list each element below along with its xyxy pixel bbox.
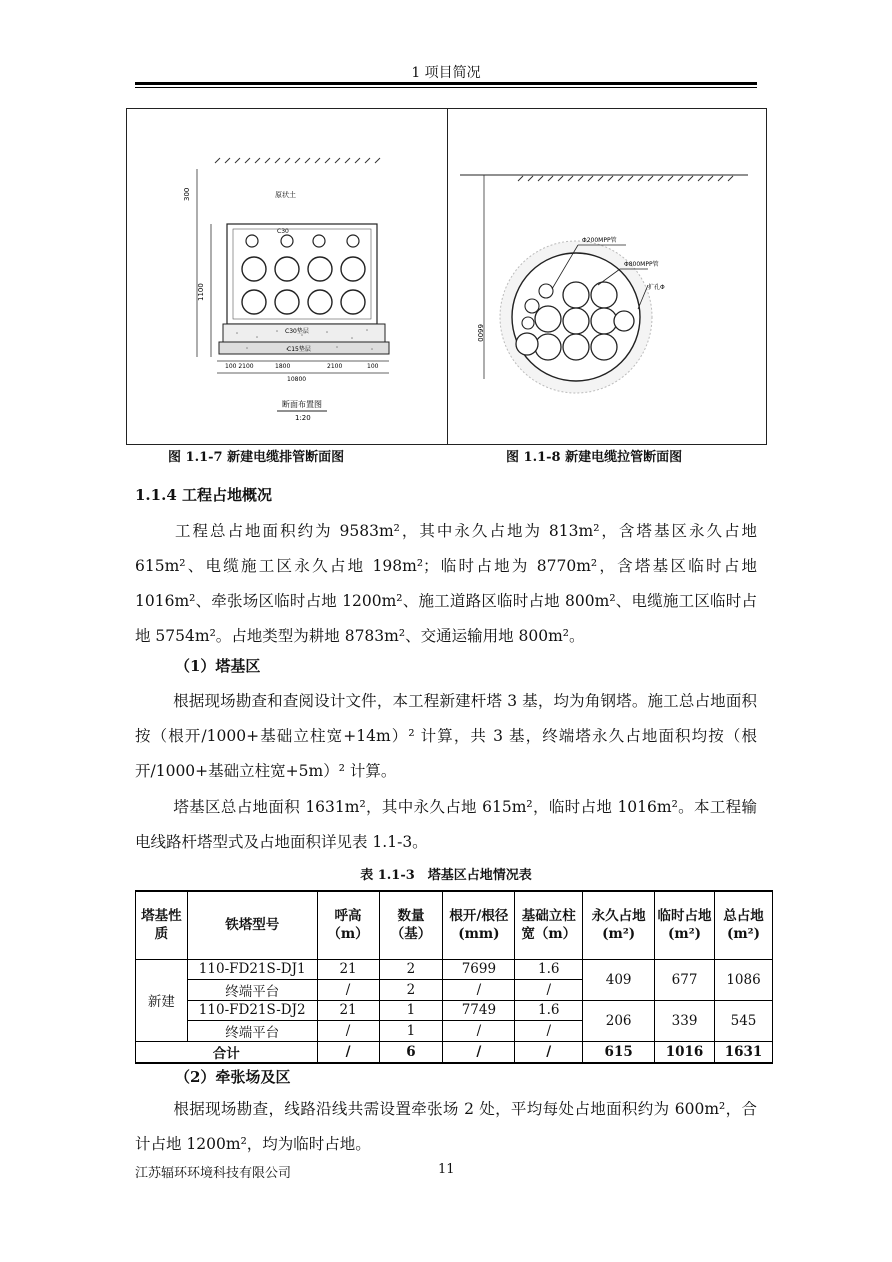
svg-text:C30: C30 bbox=[277, 228, 289, 235]
page-header bbox=[135, 58, 757, 88]
th-count: 数量（基） bbox=[379, 891, 443, 959]
label-bore: 扩孔Φ bbox=[648, 284, 665, 291]
total-width-label: 10800 bbox=[287, 376, 307, 383]
th-root: 根开/根径(mm) bbox=[443, 891, 515, 959]
svg-text:2100: 2100 bbox=[327, 363, 343, 370]
table-row: 新建 110-FD21S-DJ1 21 2 7699 1.6 409 677 1086 bbox=[136, 959, 773, 979]
table-sum-row: 合计 / 6 / / 615 1016 1631 bbox=[136, 1041, 773, 1063]
th-column: 基础立柱宽（m） bbox=[515, 891, 583, 959]
th-height: 呼高（m） bbox=[317, 891, 379, 959]
table-row: 110-FD21S-DJ2 21 1 7749 1.6 206 339 545 bbox=[136, 1000, 773, 1020]
paragraph-3: 塔基区总占地面积 1631m²，其中永久占地 615m²，临时占地 1016m²。本工程输电线路杆塔型式及占地面积详见表 1.1-3。 bbox=[135, 798, 757, 851]
th-perm: 永久占地(m²) bbox=[583, 891, 655, 959]
ground-hatch-right bbox=[518, 176, 733, 181]
tower-area-table bbox=[135, 890, 773, 1064]
paragraph-1: 工程总占地面积约为 9583m²，其中永久占地为 813m²，含塔基区永久占地 615m²、电缆施工区永久占地 198m²；临时占地为 8770m²，含塔基区临时占地 1016m²、牵张场区临时占地 1200m²、施工道路区临时占地 800m²、电缆施工区临时占地 5754m²。占地类型为耕地 8783m²、交通运输用地 800m²。 bbox=[135, 522, 757, 645]
figure-box bbox=[126, 108, 767, 445]
svg-text:C15垫层: C15垫层 bbox=[287, 346, 311, 353]
svg-text:300: 300 bbox=[183, 187, 191, 201]
section-heading: 1.1.4 工程占地概况 bbox=[135, 486, 272, 504]
figure-caption-right: 图 1.1-8 新建电缆拉管断面图 bbox=[506, 450, 683, 465]
table-header-row bbox=[136, 891, 773, 959]
th-model: 铁塔型号 bbox=[187, 891, 317, 959]
th-total: 总占地(m²) bbox=[715, 891, 773, 959]
sub-title: 断面布置图 bbox=[282, 400, 322, 409]
scale-label: 1:20 bbox=[295, 414, 311, 422]
svg-text:C30垫层: C30垫层 bbox=[285, 328, 309, 335]
svg-text:100: 100 bbox=[367, 363, 379, 370]
cell-group: 新建 bbox=[136, 959, 188, 1041]
header-rule-thick bbox=[135, 82, 757, 85]
label-small-pipe: Φ200MPP管 bbox=[582, 237, 617, 244]
table-caption: 表 1.1-3 塔基区占地情况表 bbox=[360, 868, 532, 883]
paragraph-2: 根据现场勘查和查阅设计文件，本工程新建杆塔 3 基，均为角钢塔。施工总占地面积按（根开/1000+基础立柱宽+14m）² 计算，共 3 基，终端塔永久占地面积均按（根开/1000+基础立柱宽+5m）² 计算。 bbox=[135, 692, 757, 780]
subsection-tension-field: （2）牵张场及区 bbox=[175, 1068, 291, 1086]
svg-text:1100: 1100 bbox=[197, 283, 205, 301]
ground-hatch bbox=[215, 158, 380, 163]
svg-text:1800: 1800 bbox=[275, 363, 291, 370]
footer-company: 江苏辐环环境科技有限公司 bbox=[135, 1166, 292, 1181]
header-rule-thin bbox=[135, 87, 757, 88]
subsection-tower-area: （1）塔基区 bbox=[175, 657, 261, 675]
table-row: 终端平台 / 2 / / bbox=[136, 979, 773, 1000]
duct-bank-drawing bbox=[127, 109, 447, 446]
depth-label: 6600 bbox=[476, 324, 484, 342]
table-row: 终端平台 / 1 / / bbox=[136, 1020, 773, 1041]
pulled-pipe-drawing bbox=[448, 109, 768, 446]
th-temp: 临时占地(m²) bbox=[655, 891, 715, 959]
chapter-title: 1 项目简况 bbox=[411, 65, 481, 81]
page-number: 11 bbox=[438, 1162, 455, 1177]
soil-label: 原状土 bbox=[275, 191, 296, 199]
svg-text:100 2100: 100 2100 bbox=[225, 363, 254, 370]
paragraph-4: 根据现场勘查，线路沿线共需设置牵张场 2 处，平均每处占地面积约为 600m²，合计占地 1200m²，均为临时占地。 bbox=[135, 1100, 757, 1153]
figure-caption-left: 图 1.1-7 新建电缆排管断面图 bbox=[168, 450, 345, 465]
label-large-pipe: Φ800MPP管 bbox=[624, 261, 659, 268]
th-nature: 塔基性质 bbox=[136, 891, 188, 959]
